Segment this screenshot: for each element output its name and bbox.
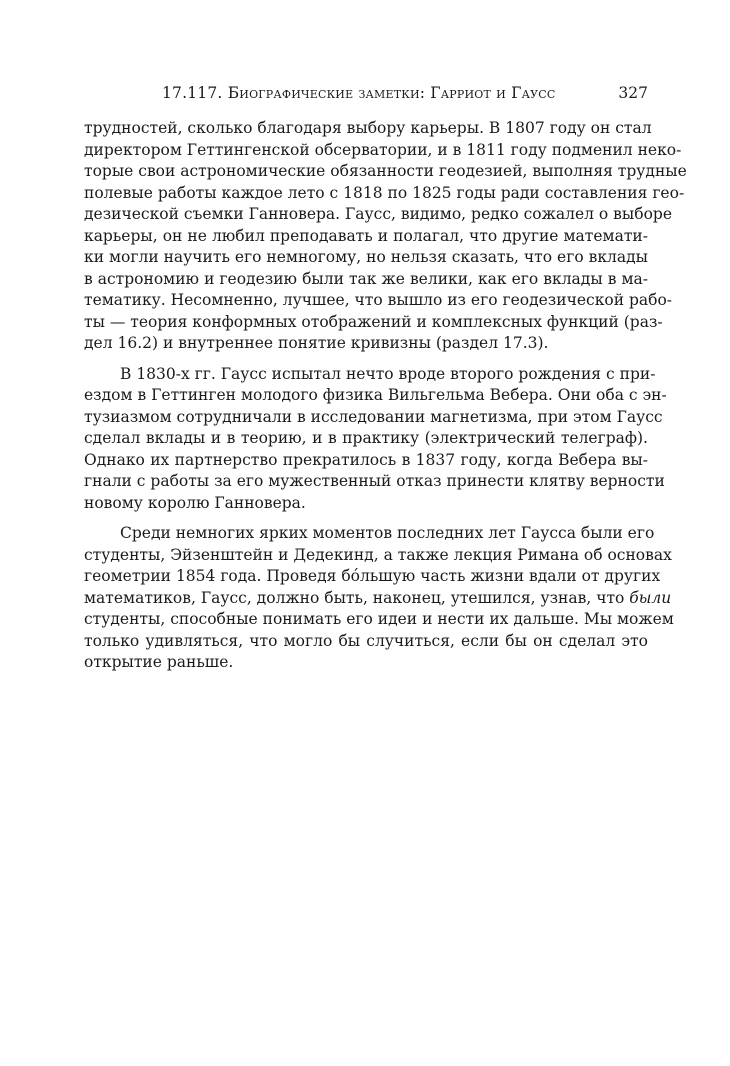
text-line: новому королю Ганновера.	[84, 493, 306, 512]
text-line: торые свои астрономические обязанности геодезией, выполняя трудные	[84, 162, 687, 180]
text-line: В 1830-х гг. Гаусс испытал нечто вроде второго рождения с при-	[120, 364, 656, 383]
paragraph-1	[84, 118, 687, 355]
emphasized-word: были	[629, 588, 672, 607]
text-line: дел 16.2) и внутреннее понятие кривизны (раздел 17.3).	[84, 334, 549, 352]
text-line: сделал вклады и в теорию, и в практику (электрический телеграф).	[84, 429, 648, 447]
text-line: тузиазмом сотрудничали в исследовании магнетизма, при этом Гаусс	[84, 407, 663, 426]
paragraph-2	[84, 364, 667, 515]
body-text	[84, 118, 687, 674]
text-line: геометрии 1854 года. Проведя бóльшую часть жизни вдали от других	[84, 567, 661, 585]
text-line: директором Геттингенской обсерватории, и в 1811 году подменил неко-	[84, 140, 682, 159]
text-line: только удивляться, что могло бы случиться, если бы он сделал это	[84, 631, 648, 650]
text-line: открытие раньше.	[84, 653, 234, 671]
paragraph-3	[84, 523, 674, 674]
running-head	[84, 84, 648, 108]
text-line: Среди немногих ярких моментов последних лет Гаусса были его	[120, 524, 655, 542]
text-line: ездом в Геттинген молодого физика Вильгельма Вебера. Они оба с эн-	[84, 386, 667, 404]
text-line: Однако их партнерство прекратилось в 1837 году, когда Вебера вы-	[84, 450, 648, 469]
text-line: полевые работы каждое лето с 1818 по 1825 годы ради составления гео-	[84, 183, 685, 202]
text-line: студенты, способные понимать его идеи и нести их дальше. Мы можем	[84, 610, 674, 628]
paragraph-spacer	[84, 514, 648, 523]
text-line: ки могли научить его немногому, но нельзя сказать, что его вклады	[84, 248, 648, 266]
text-line: карьеры, он не любил преподавать и полагал, что другие математи-	[84, 226, 648, 245]
text-line: гнали с работы за его мужественный отказ принести клятву верности	[84, 472, 665, 490]
page-number: 327	[618, 84, 648, 102]
text-line: ты — теория конформных отображений и комплексных функций (раз-	[84, 312, 663, 331]
text-line: студенты, Эйзенштейн и Дедекинд, а также лекция Римана об основах	[84, 545, 672, 564]
paragraph-spacer	[84, 355, 648, 364]
running-title: 17.117. Биографические заметки: Гарриот и Гаусс	[162, 84, 556, 102]
text-line: дезической съемки Ганновера. Гаусс, видимо, редко сожалел о выборе	[84, 205, 672, 223]
text-line: трудностей, сколько благодаря выбору карьеры. В 1807 году он стал	[84, 119, 652, 137]
text-line-with-emphasis	[84, 588, 672, 610]
text-segment: математиков, Гаусс, должно быть, наконец, утешился, узнав, что	[84, 588, 625, 607]
text-line: тематику. Несомненно, лучшее, что вышло из его геодезической рабо-	[84, 291, 673, 309]
text-line: в астрономию и геодезию были так же велики, как его вклады в ма-	[84, 269, 648, 288]
